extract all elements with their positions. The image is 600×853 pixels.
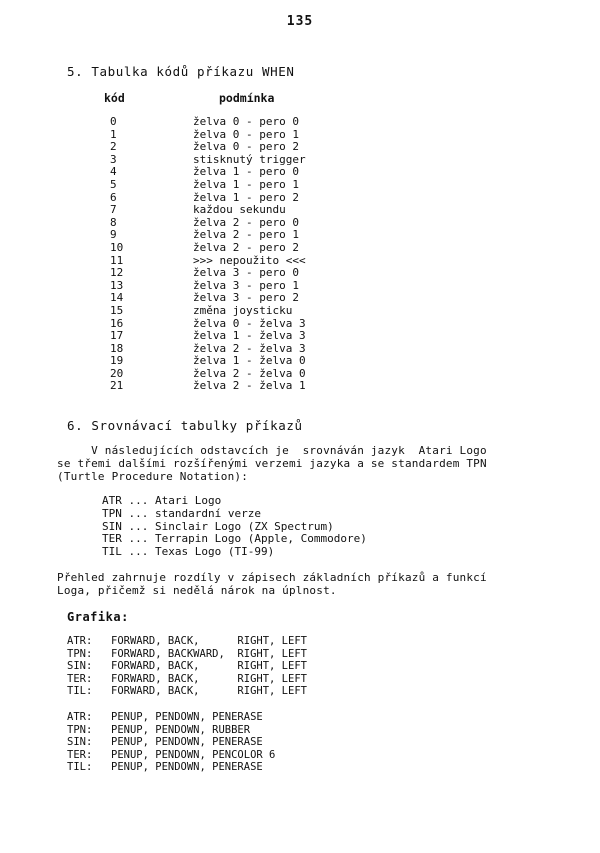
code-cell: 8 <box>110 215 117 229</box>
table-row <box>105 330 306 343</box>
code-cell: 0 <box>110 115 117 128</box>
condition-cell: želva 1 - pero 0 <box>193 165 299 179</box>
condition-cell: želva 1 - želva 0 <box>193 354 306 368</box>
table-row <box>105 305 306 318</box>
command-list: PENUP, PENDOWN, PENERASE <box>111 736 263 749</box>
code-cell: 5 <box>110 177 117 191</box>
column-header-code: kód <box>104 91 125 105</box>
dialect-label: TIL: <box>67 685 93 698</box>
table-row <box>105 116 306 129</box>
table-row <box>67 749 275 762</box>
table-row <box>67 724 275 737</box>
overview-paragraph <box>57 572 547 598</box>
list-item: TIL ... Texas Logo (TI-99) <box>102 545 275 559</box>
code-cell: 20 <box>110 366 124 380</box>
code-cell: 6 <box>110 190 117 204</box>
dialect-label: TIL: <box>67 761 93 774</box>
condition-cell: želva 2 - želva 0 <box>193 366 306 380</box>
grafika-heading: Grafika: <box>67 610 129 624</box>
table-row <box>67 635 307 648</box>
command-list: FORWARD, BACK, RIGHT, LEFT <box>111 660 307 673</box>
condition-cell: želva 0 - pero 0 <box>193 115 299 128</box>
dialect-label: TPN: <box>67 647 93 660</box>
paragraph-line: se třemi dalšími rozšířenými verzemi jazyka a se standardem TPN <box>57 456 487 470</box>
condition-cell: želva 3 - pero 0 <box>193 266 299 280</box>
condition-cell: stisknutý trigger <box>193 152 306 166</box>
table-row <box>67 761 275 774</box>
code-cell: 4 <box>110 165 117 179</box>
table-row <box>105 355 306 368</box>
code-cell: 19 <box>110 354 124 368</box>
table-row <box>105 242 306 255</box>
dialect-label: SIN: <box>67 736 93 749</box>
condition-cell: želva 0 - pero 2 <box>193 140 299 154</box>
condition-cell: želva 3 - pero 2 <box>193 291 299 305</box>
list-item: ATR ... Atari Logo <box>102 494 222 507</box>
table-row <box>105 204 306 217</box>
page-number: 135 <box>286 14 314 29</box>
intro-paragraph <box>57 445 547 483</box>
dialect-label: ATR: <box>67 711 93 723</box>
condition-cell: želva 2 - pero 0 <box>193 215 299 229</box>
movement-commands-table <box>67 635 307 698</box>
code-cell: 11 <box>110 253 124 267</box>
when-codes-table <box>105 116 306 393</box>
condition-cell: želva 2 - želva 3 <box>193 341 306 355</box>
code-cell: 2 <box>110 140 117 154</box>
code-cell: 10 <box>110 240 124 254</box>
code-cell: 16 <box>110 316 124 330</box>
list-item: SIN ... Sinclair Logo (ZX Spectrum) <box>102 519 334 533</box>
condition-cell: želva 1 - želva 3 <box>193 329 306 343</box>
code-cell: 13 <box>110 278 124 292</box>
list-item: TER ... Terrapin Logo (Apple, Commodore) <box>102 532 367 546</box>
list-item: TPN ... standardní verze <box>102 506 261 520</box>
dialect-label: SIN: <box>67 660 93 673</box>
condition-cell: želva 0 - pero 1 <box>193 127 299 141</box>
code-cell: 18 <box>110 341 124 355</box>
table-row <box>67 673 307 686</box>
command-list: FORWARD, BACK, RIGHT, LEFT <box>111 635 307 647</box>
abbreviation-list <box>102 495 367 559</box>
command-list: FORWARD, BACKWARD, RIGHT, LEFT <box>111 647 307 660</box>
command-list: PENUP, PENDOWN, RUBBER <box>111 723 251 736</box>
table-row <box>67 711 275 724</box>
code-cell: 9 <box>110 228 117 242</box>
condition-cell: želva 2 - pero 1 <box>193 228 299 242</box>
condition-cell: želva 3 - pero 1 <box>193 278 299 292</box>
table-row <box>105 267 306 280</box>
condition-cell: změna joysticku <box>193 303 293 317</box>
code-cell: 7 <box>110 203 117 217</box>
table-row <box>67 736 275 749</box>
table-row <box>67 685 307 698</box>
condition-cell: želva 2 - pero 2 <box>193 240 299 254</box>
command-list: PENUP, PENDOWN, PENCOLOR 6 <box>111 748 276 761</box>
dialect-label: TER: <box>67 748 93 761</box>
table-row <box>67 660 307 673</box>
paragraph-line: Loga, přičemž si nedělá nárok na úplnost. <box>57 583 337 597</box>
condition-cell: každou sekundu <box>193 203 286 217</box>
paragraph-line: V následujících odstavcích je srovnáván jazyk Atari Logo <box>57 444 487 457</box>
command-list: PENUP, PENDOWN, PENERASE <box>111 761 263 774</box>
command-list: FORWARD, BACK, RIGHT, LEFT <box>111 672 307 685</box>
condition-cell: želva 0 - želva 3 <box>193 316 306 330</box>
paragraph-line: (Turtle Procedure Notation): <box>57 469 249 483</box>
table-row <box>105 380 306 393</box>
column-header-condition: podmínka <box>219 91 275 105</box>
code-cell: 15 <box>110 303 124 317</box>
condition-cell: >>> nepoužito <<< <box>193 253 306 267</box>
dialect-label: TER: <box>67 672 93 685</box>
table-row <box>105 141 306 154</box>
code-cell: 3 <box>110 152 117 166</box>
condition-cell: želva 2 - želva 1 <box>193 379 306 393</box>
code-cell: 21 <box>110 379 124 393</box>
dialect-label: ATR: <box>67 635 93 647</box>
code-cell: 14 <box>110 291 124 305</box>
pen-commands-table <box>67 711 275 774</box>
code-cell: 12 <box>110 266 124 280</box>
paragraph-line: Přehled zahrnuje rozdíly v zápisech základních příkazů a funkcí <box>57 571 487 584</box>
code-cell: 1 <box>110 127 117 141</box>
table-row <box>105 179 306 192</box>
table-row <box>67 648 307 661</box>
code-cell: 17 <box>110 329 124 343</box>
section-6-heading: 6. Srovnávací tabulky příkazů <box>67 418 303 433</box>
condition-cell: želva 1 - pero 1 <box>193 177 299 191</box>
condition-cell: želva 1 - pero 2 <box>193 190 299 204</box>
command-list: PENUP, PENDOWN, PENERASE <box>111 711 263 723</box>
dialect-label: TPN: <box>67 723 93 736</box>
command-list: FORWARD, BACK, RIGHT, LEFT <box>111 685 307 698</box>
section-5-heading: 5. Tabulka kódů příkazu WHEN <box>67 64 295 79</box>
